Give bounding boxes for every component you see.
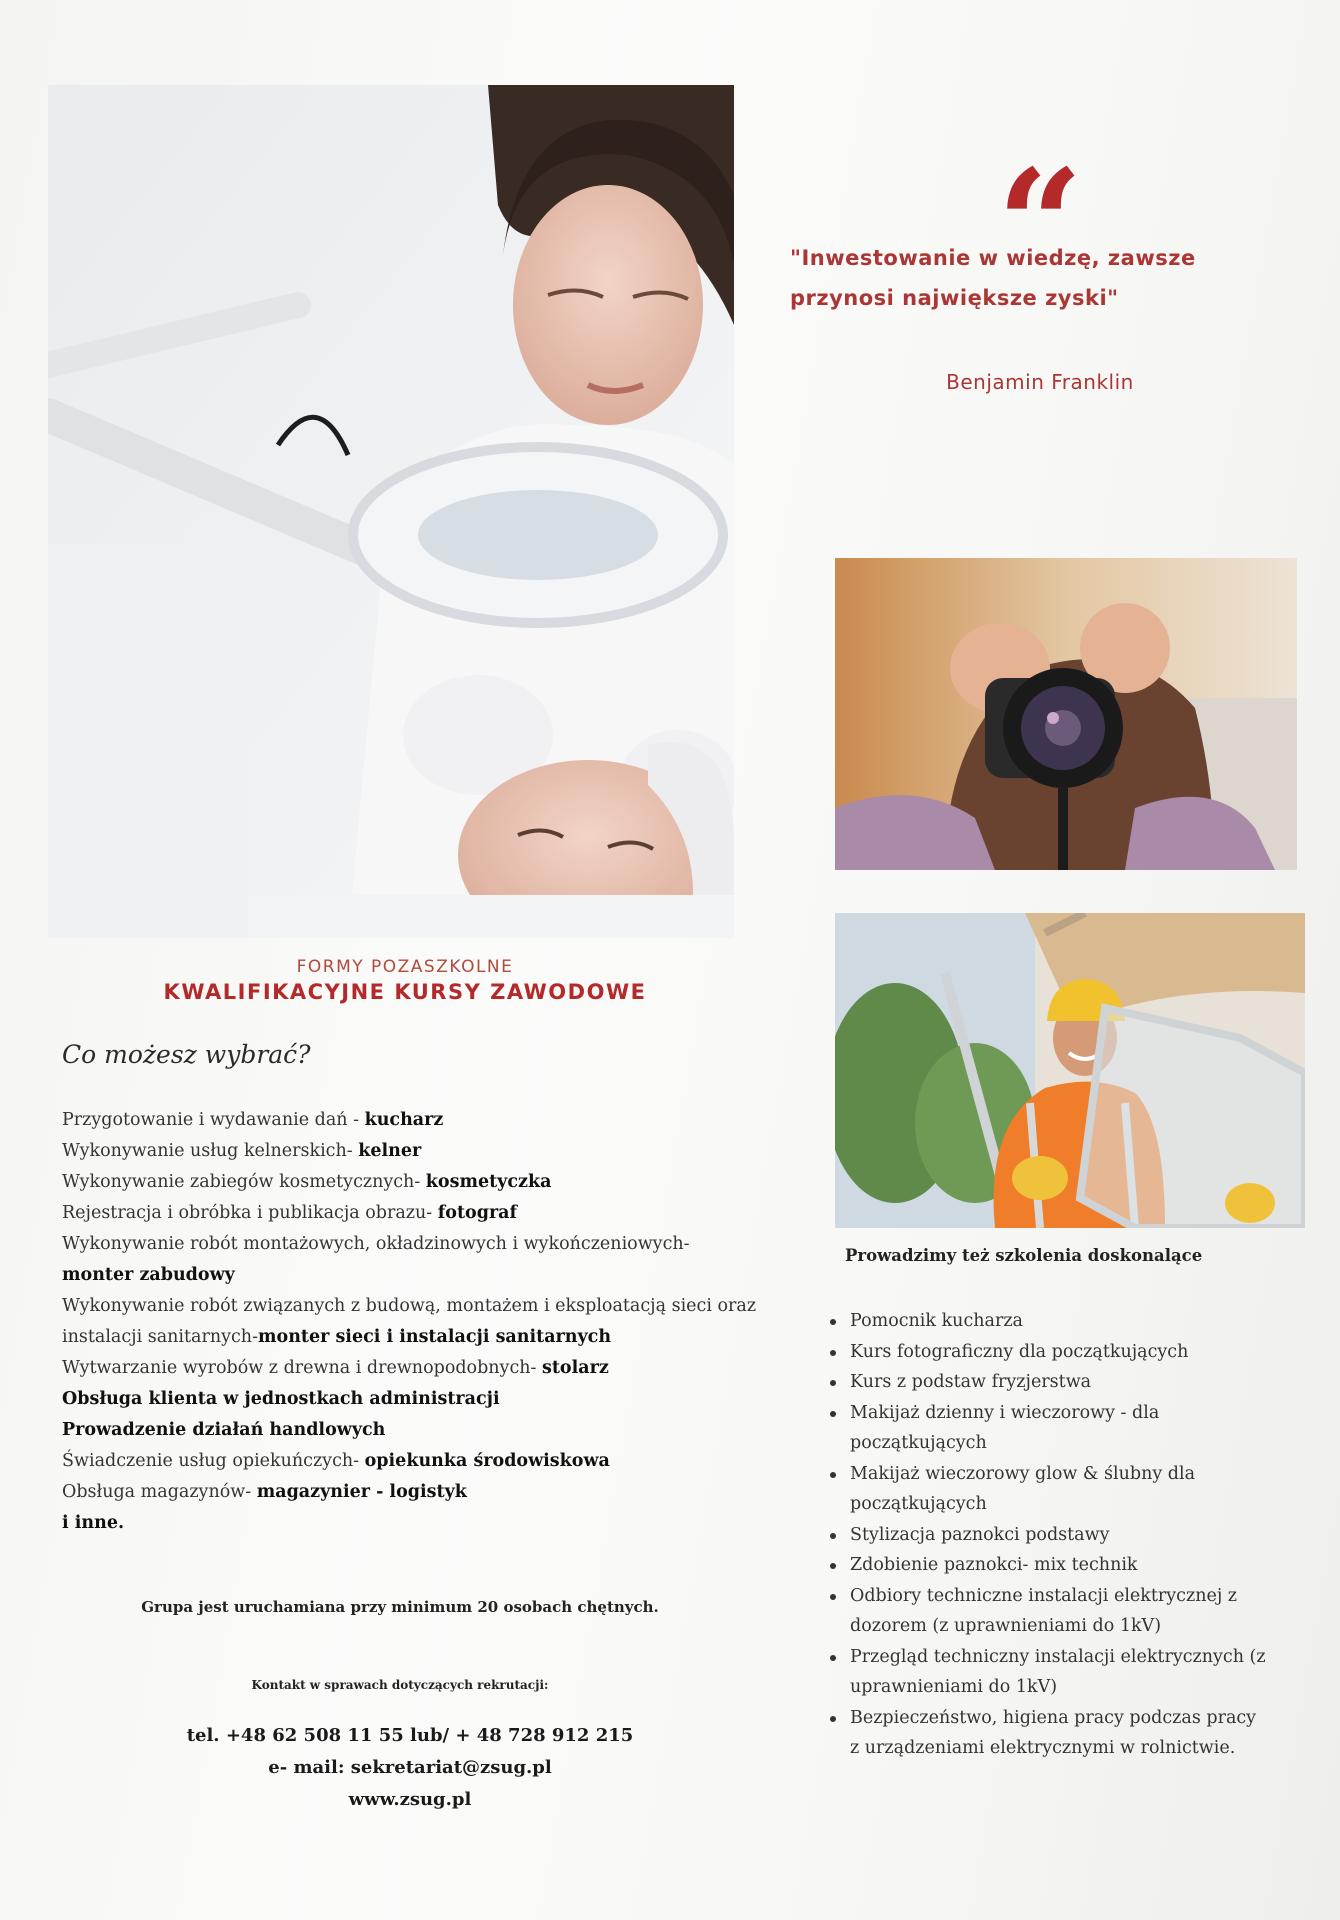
cosmetician-photo [48, 85, 734, 938]
training-list [830, 1306, 1270, 1764]
list-item: Świadczenie usług opiekuńczych- opiekunka środowiskowa [62, 1451, 610, 1471]
choose-heading: Co możesz wybrać? [62, 1040, 311, 1069]
training-heading: Prowadzimy też szkolenia doskonalące [845, 1246, 1203, 1265]
list-item: Wykonywanie zabiegów kosmetycznych- kosmetyczka [62, 1172, 552, 1192]
contact-email[interactable]: e- mail: sekretariat@zsug.pl [268, 1757, 552, 1778]
list-item: Przygotowanie i wydawanie dań - kucharz [62, 1110, 444, 1130]
list-item: Prowadzenie działań handlowych [62, 1420, 386, 1440]
quote-mark-icon: “ [996, 150, 1084, 260]
list-item: Bezpieczeństwo, higiena pracy podczas pracy z urządzeniami elektrycznymi w rolnictwie. [830, 1703, 1270, 1764]
list-item: Kurs z podstaw fryzjerstwa [830, 1367, 1270, 1398]
list-item: Pomocnik kucharza [830, 1306, 1270, 1337]
quote-text: "Inwestowanie w wiedzę, zawsze przynosi największe zyski" [790, 246, 1196, 310]
quote-author: Benjamin Franklin [946, 370, 1134, 394]
list-item: Wykonywanie robót montażowych, okładzinowych i wykończeniowych- monter zabudowy [62, 1234, 690, 1285]
list-item: Obsługa magazynów- magazynier - logistyk [62, 1482, 467, 1502]
contact-phone: tel. +48 62 508 11 55 lub/ + 48 728 912 215 [186, 1725, 634, 1746]
group-note: Grupa jest uruchamiana przy minimum 20 osobach chętnych. [141, 1598, 659, 1616]
course-list [62, 1105, 762, 1539]
list-item: Wykonywanie usług kelnerskich- kelner [62, 1141, 422, 1161]
list-item: Rejestracja i obróbka i publikacja obrazu- fotograf [62, 1203, 518, 1223]
list-item: i inne. [62, 1513, 125, 1533]
contact-label: Kontakt w sprawach dotyczących rekrutacji: [251, 1678, 549, 1692]
list-item: Stylizacja paznokci podstawy [830, 1520, 1270, 1551]
list-item: Przegląd techniczny instalacji elektrycznych (z uprawnieniami do 1kV) [830, 1642, 1270, 1703]
section-title: KWALIFIKACYJNE KURSY ZAWODOWE [163, 980, 647, 1004]
list-item: Wykonywanie robót związanych z budową, montażem i eksploatacją sieci oraz instalacji sanitarnych-monter sieci i instalacji sanitarnych [62, 1296, 757, 1347]
list-item: Zdobienie paznokci- mix technik [830, 1550, 1270, 1581]
section-label: FORMY POZASZKOLNE [296, 957, 514, 977]
contact-website[interactable]: www.zsug.pl [348, 1789, 472, 1810]
list-item: Odbiory techniczne instalacji elektrycznej z dozorem (z uprawnieniami do 1kV) [830, 1581, 1270, 1642]
contact-block [140, 1720, 680, 1816]
list-item: Makijaż dzienny i wieczorowy - dla początkujących [830, 1398, 1270, 1459]
list-item: Obsługa klienta w jednostkach administracji [62, 1389, 500, 1409]
list-item: Makijaż wieczorowy glow & ślubny dla początkujących [830, 1459, 1270, 1520]
builder-photo [835, 913, 1305, 1228]
list-item: Wytwarzanie wyrobów z drewna i drewnopodobnych- stolarz [62, 1358, 609, 1378]
photographer-photo [835, 558, 1297, 870]
list-item: Kurs fotograficzny dla początkujących [830, 1337, 1270, 1368]
